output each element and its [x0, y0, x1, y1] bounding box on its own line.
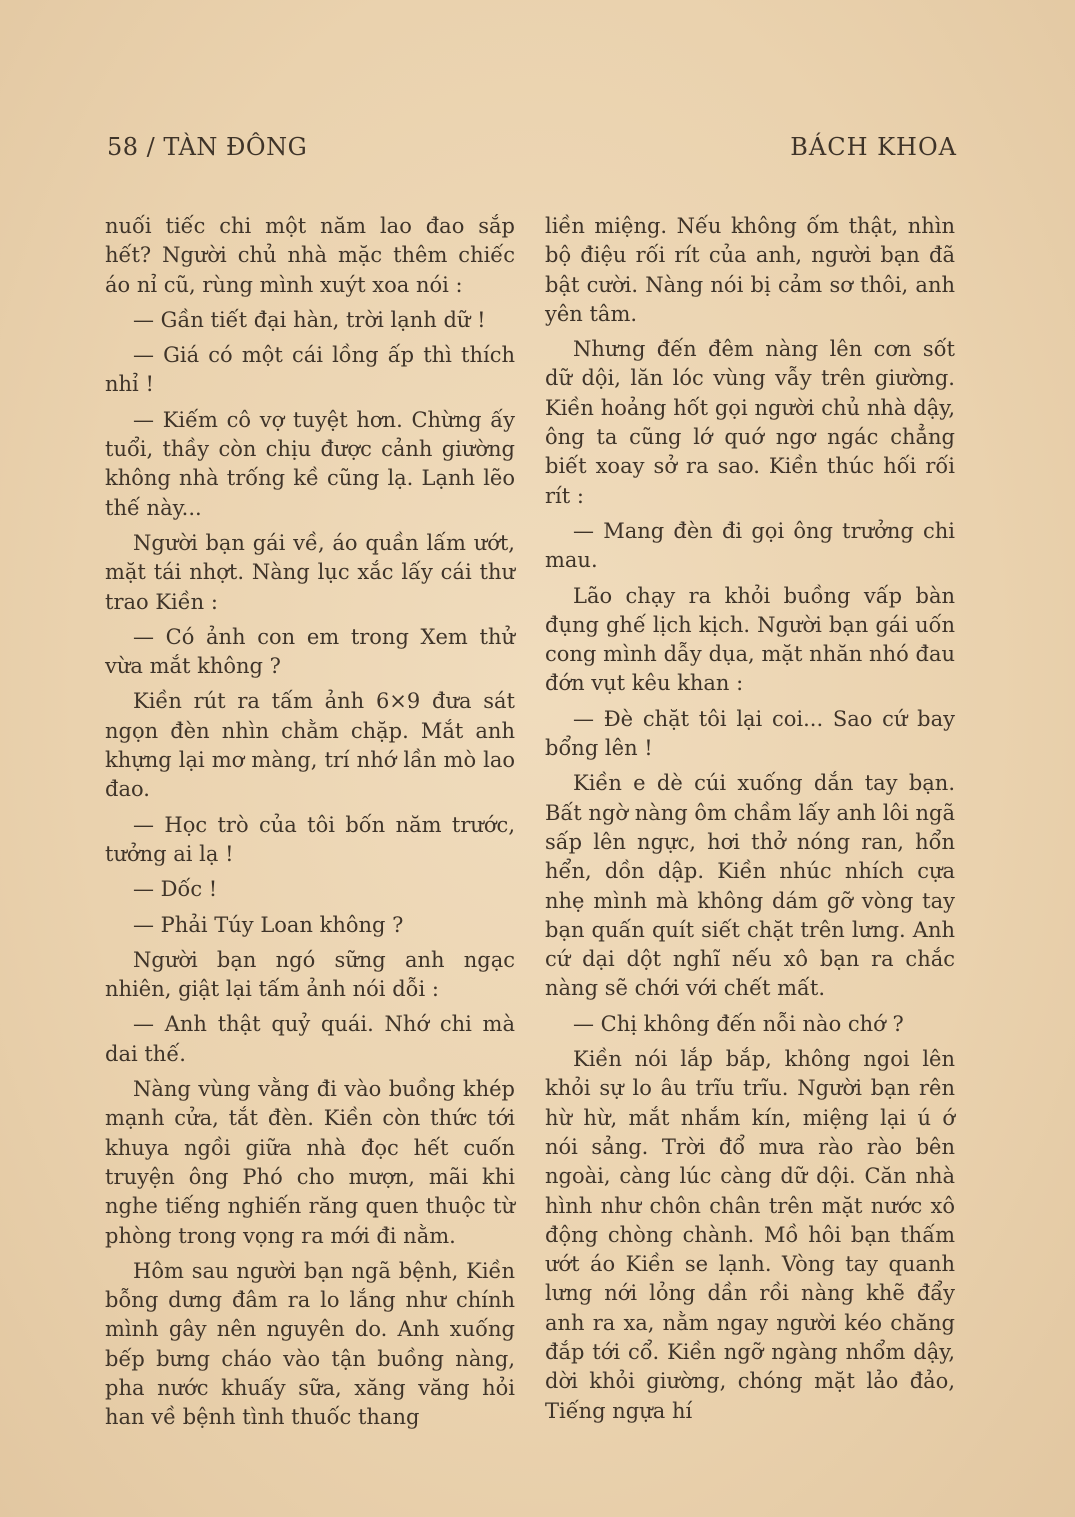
paragraph: Nhưng đến đêm nàng lên cơn sốt dữ dội, lăn lóc vùng vẫy trên giường. Kiền hoảng hốt gọi người chủ nhà dậy, ông ta cũng lớ quớ ngơ ngác chẳng biết xoay sở ra sao. Kiền thúc hối rối rít :	[545, 337, 955, 508]
paragraph: — Kiếm cô vợ tuyệt hơn. Chừng ấy tuổi, thầy còn chịu được cảnh giường không nhà trống kề cũng lạ. Lạnh lẽo thế này...	[105, 407, 515, 520]
paragraph: — Học trò của tôi bốn năm trước, tưởng ai lạ !	[105, 812, 515, 866]
running-header	[107, 133, 957, 169]
paragraph: — Mang đèn đi gọi ông trưởng chi mau.	[545, 518, 955, 573]
paragraph: — Đè chặt tôi lại coi... Sao cứ bay bổng lên !	[545, 706, 955, 761]
paragraph: Người bạn ngó sững anh ngạc nhiên, giật lại tấm ảnh nói dỗi :	[105, 947, 515, 1002]
paragraph: Kiền nói lắp bắp, không ngoi lên khỏi sự lo âu trĩu trĩu. Người bạn rên hừ hừ, mắt nhắm kín, miệng lại ú ớ nói sảng. Trời đổ mưa rào rào bên ngoài, càng lúc càng dữ dội. Căn nhà hình như chôn chân trên mặt nước xô động chòng chành. Mồ hôi bạn thấm ướt áo Kiền se lạnh. Vòng tay quanh lưng nới lỏng dần rồi nàng khẽ đẩy anh ra xa, nằm ngay người kéo chăng đắp tới cổ. Kiền ngỡ ngàng nhổm dậy, dời khỏi giường, chóng mặt lảo đảo, Tiếng ngựa hí	[545, 1047, 955, 1423]
paragraph: Kiền e dè cúi xuống dắn tay bạn. Bất ngờ nàng ôm chầm lấy anh lôi ngã sấp lên ngực, hơi thở nóng ran, hổn hển, dồn dập. Kiền nhúc nhích cựa nhẹ mình mà không dám gỡ vòng tay bạn quấn quít siết chặt trên lưng. Anh cứ dại dột nghĩ nếu xô bạn ra chắc nàng sẽ chới với chết mất.	[545, 771, 955, 1001]
paragraph: Người bạn gái về, áo quần lấm ướt, mặt tái nhợt. Nàng lục xắc lấy cái thư trao Kiền :	[105, 530, 515, 614]
paragraph: — Chị không đến nỗi nào chớ ?	[573, 1011, 904, 1036]
paragraph: — Dốc !	[133, 877, 218, 902]
text-column-left	[105, 212, 515, 1433]
paragraph: — Giá có một cái lồng ấp thì thích nhỉ !	[105, 343, 515, 397]
paragraph: Nàng vùng vằng đi vào buồng khép mạnh cửa, tắt đèn. Kiền còn thức tới khuya ngồi giữa nhà đọc hết cuốn truyện ông Phó cho mượn, mãi khi nghe tiếng nghiến răng quen thuộc từ phòng trong vọng ra mới đi nằm.	[105, 1077, 515, 1248]
paragraph: liền miệng. Nếu không ốm thật, nhìn bộ điệu rối rít của anh, người bạn đã bật cười. Nàng nói bị cảm sơ thôi, anh yên tâm.	[545, 214, 955, 326]
paragraph: — Phải Túy Loan không ?	[133, 912, 404, 937]
paragraph: nuối tiếc chi một năm lao đao sắp hết? Người chủ nhà mặc thêm chiếc áo nỉ cũ, rùng mình xuýt xoa nói :	[105, 214, 515, 297]
paragraph: — Có ảnh con em trong Xem thử vừa mắt không ?	[105, 624, 515, 679]
paragraph: — Anh thật quỷ quái. Nhớ chi mà dai thế.	[105, 1012, 515, 1066]
paragraph: Lão chạy ra khỏi buồng vấp bàn đụng ghế lịch kịch. Người bạn gái uốn cong mình dẫy dụa, mặt nhăn nhó đau đớn vụt kêu khan :	[545, 583, 955, 696]
paragraph: Kiền rút ra tấm ảnh 6×9 đưa sát ngọn đèn nhìn chằm chặp. Mắt anh khựng lại mơ màng, trí nhớ lần mò lao đao.	[105, 689, 515, 802]
magazine-title: BÁCH KHOA	[790, 133, 957, 161]
text-column-right	[545, 212, 955, 1426]
paragraph: Hôm sau người bạn ngã bệnh, Kiền bỗng dưng đâm ra lo lắng như chính mình gây nên nguyên do. Anh xuống bếp bưng cháo vào tận buồng nàng, pha nước khuấy sữa, xăng văng hỏi han về bệnh tình thuốc thang	[105, 1258, 515, 1430]
paragraph: — Gần tiết đại hàn, trời lạnh dữ !	[133, 307, 486, 332]
page-number-title: 58 / TÀN ĐÔNG	[107, 133, 308, 161]
